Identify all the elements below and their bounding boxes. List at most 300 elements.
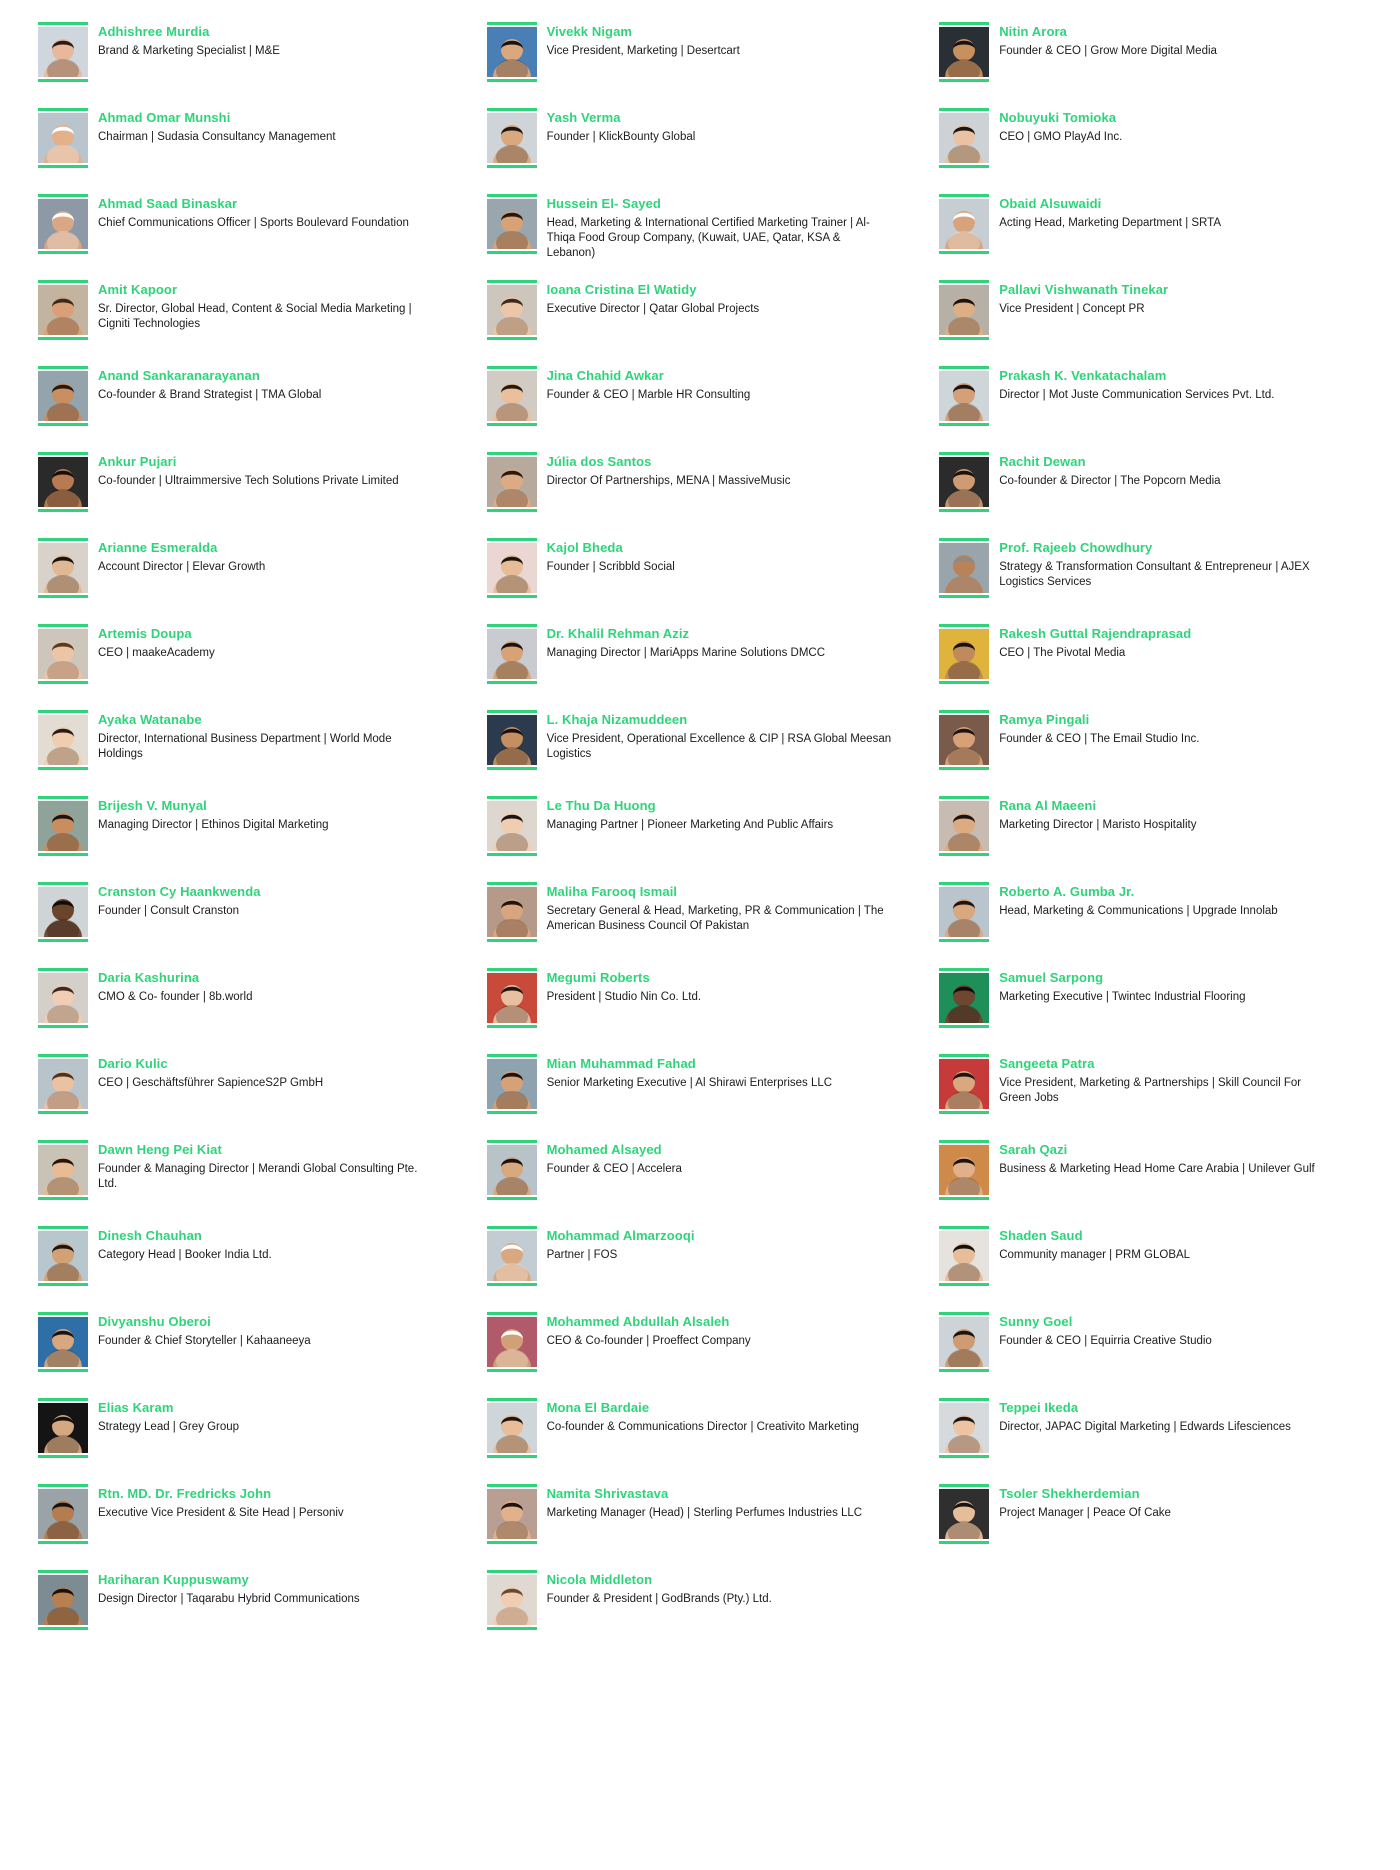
person-card bbox=[487, 280, 924, 348]
person-details bbox=[547, 1484, 924, 1521]
column-2 bbox=[477, 22, 924, 1656]
person-role: CEO | Geschäftsführer SapienceS2P GmbH bbox=[98, 1077, 324, 1089]
person-role: Founder & CEO | Equirria Creative Studio bbox=[999, 1335, 1212, 1347]
avatar-frame bbox=[939, 624, 989, 684]
avatar bbox=[939, 285, 989, 335]
person-role: Co-founder & Communications Director | Creativito Marketing bbox=[546, 1421, 859, 1433]
avatar bbox=[487, 1145, 537, 1195]
person-card bbox=[487, 1398, 924, 1466]
person-card bbox=[939, 194, 1370, 262]
person-role: Category Head | Booker India Ltd. bbox=[98, 1249, 272, 1261]
person-role: Director | Mot Juste Communication Services Pvt. Ltd. bbox=[999, 389, 1275, 401]
avatar-frame bbox=[38, 452, 88, 512]
person-role: Business & Marketing Head Home Care Arabia | Unilever Gulf bbox=[999, 1163, 1315, 1175]
avatar bbox=[939, 1059, 989, 1109]
person-name: Nitin Arora bbox=[999, 24, 1067, 39]
person-role: Founder & CEO | Accelera bbox=[546, 1163, 682, 1175]
avatar-frame bbox=[939, 1484, 989, 1544]
avatar bbox=[38, 1317, 88, 1367]
person-card bbox=[38, 710, 477, 778]
person-name: Júlia dos Santos bbox=[546, 454, 652, 469]
person-card bbox=[38, 194, 477, 262]
avatar-frame bbox=[487, 538, 537, 598]
avatar bbox=[487, 801, 537, 851]
person-role: Vice President, Marketing | Desertcart bbox=[546, 45, 740, 57]
avatar bbox=[939, 113, 989, 163]
person-details bbox=[999, 882, 1370, 919]
avatar-frame bbox=[939, 796, 989, 856]
avatar-frame bbox=[939, 710, 989, 770]
avatar bbox=[38, 1403, 88, 1453]
person-details bbox=[98, 1140, 477, 1192]
avatar bbox=[487, 543, 537, 593]
avatar bbox=[939, 887, 989, 937]
person-card bbox=[487, 108, 924, 176]
person-role: Vice President, Operational Excellence & CIP | RSA Global Meesan Logistics bbox=[546, 733, 892, 760]
avatar-frame bbox=[487, 624, 537, 684]
avatar-frame bbox=[38, 1054, 88, 1114]
person-name: Kajol Bheda bbox=[546, 540, 623, 555]
person-card bbox=[38, 538, 477, 606]
person-details bbox=[999, 1398, 1370, 1435]
person-role: Managing Director | Ethinos Digital Marketing bbox=[98, 819, 329, 831]
avatar-frame bbox=[487, 1226, 537, 1286]
person-role: Community manager | PRM GLOBAL bbox=[999, 1249, 1191, 1261]
person-details bbox=[547, 624, 924, 661]
person-role: Founder | KlickBounty Global bbox=[546, 131, 696, 143]
person-role: Senior Marketing Executive | Al Shirawi Enterprises LLC bbox=[546, 1077, 833, 1089]
person-details bbox=[98, 710, 477, 762]
person-card bbox=[939, 796, 1370, 864]
person-card bbox=[939, 22, 1370, 90]
avatar-frame bbox=[38, 108, 88, 168]
person-card bbox=[38, 1054, 477, 1122]
person-name: Sarah Qazi bbox=[999, 1142, 1068, 1157]
person-card bbox=[487, 796, 924, 864]
person-name: Pallavi Vishwanath Tinekar bbox=[999, 282, 1169, 297]
person-details bbox=[98, 452, 477, 489]
person-role: Marketing Manager (Head) | Sterling Perfumes Industries LLC bbox=[546, 1507, 863, 1519]
person-name: Le Thu Da Huong bbox=[546, 798, 656, 813]
person-role: Vice President | Concept PR bbox=[999, 303, 1145, 315]
person-card bbox=[38, 796, 477, 864]
person-name: Mohammed Abdullah Alsaleh bbox=[546, 1314, 730, 1329]
person-card bbox=[38, 1484, 477, 1552]
avatar-frame bbox=[38, 796, 88, 856]
person-role: Director, JAPAC Digital Marketing | Edwards Lifesciences bbox=[999, 1421, 1291, 1433]
person-name: Daria Kashurina bbox=[98, 970, 200, 985]
person-card bbox=[38, 882, 477, 950]
avatar-frame bbox=[487, 710, 537, 770]
person-details bbox=[547, 710, 924, 762]
avatar-frame bbox=[487, 1312, 537, 1372]
avatar-frame bbox=[487, 280, 537, 340]
person-name: Cranston Cy Haankwenda bbox=[98, 884, 261, 899]
person-role: President | Studio Nin Co. Ltd. bbox=[546, 991, 702, 1003]
person-name: Rachit Dewan bbox=[999, 454, 1086, 469]
person-card bbox=[939, 1226, 1370, 1294]
person-card bbox=[38, 280, 477, 348]
avatar bbox=[487, 1403, 537, 1453]
avatar-frame bbox=[38, 22, 88, 82]
avatar-frame bbox=[38, 366, 88, 426]
avatar bbox=[939, 1231, 989, 1281]
person-role: Director Of Partnerships, MENA | MassiveMusic bbox=[546, 475, 791, 487]
person-role: Managing Director | MariApps Marine Solutions DMCC bbox=[546, 647, 826, 659]
person-name: Roberto A. Gumba Jr. bbox=[999, 884, 1135, 899]
person-details bbox=[547, 22, 924, 59]
avatar-frame bbox=[38, 882, 88, 942]
person-role: Managing Partner | Pioneer Marketing And Public Affairs bbox=[546, 819, 834, 831]
avatar bbox=[38, 1145, 88, 1195]
person-name: Brijesh V. Munyal bbox=[98, 798, 207, 813]
avatar-frame bbox=[487, 22, 537, 82]
person-name: Sangeeta Patra bbox=[999, 1056, 1095, 1071]
avatar bbox=[487, 113, 537, 163]
person-name: Amit Kapoor bbox=[98, 282, 178, 297]
avatar bbox=[38, 457, 88, 507]
avatar-frame bbox=[38, 194, 88, 254]
avatar-frame bbox=[487, 452, 537, 512]
avatar bbox=[38, 1575, 88, 1625]
person-role: Chief Communications Officer | Sports Boulevard Foundation bbox=[98, 217, 409, 229]
person-role: Founder & Chief Storyteller | Kahaaneeya bbox=[98, 1335, 311, 1347]
person-details bbox=[98, 624, 477, 661]
person-details bbox=[98, 882, 477, 919]
person-details bbox=[547, 796, 924, 833]
person-name: Sunny Goel bbox=[999, 1314, 1073, 1329]
person-role: Co-founder & Director | The Popcorn Media bbox=[999, 475, 1221, 487]
person-role: Sr. Director, Global Head, Content & Social Media Marketing | Cigniti Technologies bbox=[98, 303, 412, 330]
person-details bbox=[999, 366, 1370, 403]
person-name: Ayaka Watanabe bbox=[98, 712, 202, 727]
person-card bbox=[38, 1312, 477, 1380]
person-card bbox=[38, 22, 477, 90]
avatar-frame bbox=[939, 366, 989, 426]
person-role: Partner | FOS bbox=[546, 1249, 618, 1261]
avatar bbox=[487, 1231, 537, 1281]
person-card bbox=[939, 108, 1370, 176]
person-details bbox=[999, 1312, 1370, 1349]
avatar bbox=[487, 1575, 537, 1625]
person-name: Nobuyuki Tomioka bbox=[999, 110, 1117, 125]
avatar-frame bbox=[38, 1398, 88, 1458]
avatar-frame bbox=[487, 968, 537, 1028]
person-card bbox=[939, 538, 1370, 606]
person-details bbox=[999, 624, 1370, 661]
person-details bbox=[999, 968, 1370, 1005]
person-card bbox=[487, 624, 924, 692]
person-name: Teppei Ikeda bbox=[999, 1400, 1079, 1415]
person-role: Founder | Consult Cranston bbox=[98, 905, 240, 917]
person-name: Hariharan Kuppuswamy bbox=[98, 1572, 249, 1587]
person-card bbox=[38, 968, 477, 1036]
avatar-frame bbox=[939, 968, 989, 1028]
person-role: Founder & CEO | Grow More Digital Media bbox=[999, 45, 1217, 57]
avatar bbox=[38, 1231, 88, 1281]
person-role: CEO | The Pivotal Media bbox=[999, 647, 1126, 659]
person-name: Divyanshu Oberoi bbox=[98, 1314, 211, 1329]
avatar bbox=[939, 973, 989, 1023]
avatar bbox=[38, 113, 88, 163]
person-card bbox=[487, 1312, 924, 1380]
person-role: CEO & Co-founder | Proeffect Company bbox=[546, 1335, 751, 1347]
avatar-frame bbox=[38, 624, 88, 684]
person-role: CMO & Co- founder | 8b.world bbox=[98, 991, 253, 1003]
person-name: Megumi Roberts bbox=[546, 970, 650, 985]
avatar-frame bbox=[487, 1570, 537, 1630]
person-name: Rana Al Maeeni bbox=[999, 798, 1097, 813]
person-role: Executive Vice President & Site Head | Personiv bbox=[98, 1507, 344, 1519]
avatar bbox=[487, 199, 537, 249]
person-role: Acting Head, Marketing Department | SRTA bbox=[999, 217, 1221, 229]
avatar-frame bbox=[38, 710, 88, 770]
avatar-frame bbox=[939, 538, 989, 598]
person-details bbox=[999, 1054, 1370, 1106]
person-name: Vivekk Nigam bbox=[546, 24, 633, 39]
person-card bbox=[38, 1570, 477, 1638]
avatar bbox=[38, 199, 88, 249]
person-card bbox=[487, 194, 924, 262]
avatar bbox=[939, 27, 989, 77]
avatar-frame bbox=[939, 1226, 989, 1286]
person-card bbox=[487, 1570, 924, 1638]
person-card bbox=[487, 452, 924, 520]
person-card bbox=[487, 538, 924, 606]
person-details bbox=[547, 1312, 924, 1349]
avatar-frame bbox=[38, 538, 88, 598]
avatar bbox=[939, 457, 989, 507]
person-details bbox=[98, 366, 477, 403]
avatar bbox=[38, 285, 88, 335]
person-card bbox=[487, 22, 924, 90]
person-card bbox=[487, 968, 924, 1036]
avatar bbox=[487, 1317, 537, 1367]
person-role: CEO | GMO PlayAd Inc. bbox=[999, 131, 1123, 143]
person-card bbox=[939, 1484, 1370, 1552]
avatar bbox=[939, 199, 989, 249]
avatar bbox=[38, 801, 88, 851]
person-name: L. Khaja Nizamuddeen bbox=[546, 712, 688, 727]
person-role: Strategy Lead | Grey Group bbox=[98, 1421, 240, 1433]
person-details bbox=[999, 1484, 1370, 1521]
person-card bbox=[38, 366, 477, 434]
person-details bbox=[547, 280, 924, 317]
person-card bbox=[38, 1226, 477, 1294]
person-card bbox=[939, 968, 1370, 1036]
avatar-frame bbox=[487, 108, 537, 168]
person-card bbox=[487, 710, 924, 778]
person-details bbox=[98, 1484, 477, 1521]
person-role: Strategy & Transformation Consultant & Entrepreneur | AJEX Logistics Services bbox=[999, 561, 1310, 588]
person-role: Co-founder | Ultraimmersive Tech Solutions Private Limited bbox=[98, 475, 399, 487]
person-card bbox=[487, 1484, 924, 1552]
avatar bbox=[939, 371, 989, 421]
person-name: Ahmad Saad Binaskar bbox=[98, 196, 238, 211]
avatar bbox=[38, 1489, 88, 1539]
person-role: Brand & Marketing Specialist | M&E bbox=[98, 45, 280, 57]
avatar bbox=[38, 715, 88, 765]
person-card bbox=[487, 1140, 924, 1208]
person-role: Founder & Managing Director | Merandi Global Consulting Pte. Ltd. bbox=[98, 1163, 418, 1190]
avatar bbox=[939, 1317, 989, 1367]
person-role: Founder & CEO | Marble HR Consulting bbox=[546, 389, 751, 401]
avatar-frame bbox=[38, 1226, 88, 1286]
person-name: Anand Sankaranarayanan bbox=[98, 368, 260, 383]
person-name: Elias Karam bbox=[98, 1400, 174, 1415]
person-details bbox=[547, 1398, 924, 1435]
person-details bbox=[999, 710, 1370, 747]
person-details bbox=[98, 1054, 477, 1091]
person-card bbox=[38, 624, 477, 692]
columns-container bbox=[30, 22, 1370, 1656]
person-name: Dinesh Chauhan bbox=[98, 1228, 202, 1243]
person-card bbox=[939, 710, 1370, 778]
person-details bbox=[999, 452, 1370, 489]
avatar-frame bbox=[939, 1398, 989, 1458]
person-details bbox=[547, 538, 924, 575]
person-details bbox=[547, 1570, 924, 1607]
person-name: Prof. Rajeeb Chowdhury bbox=[999, 540, 1153, 555]
person-details bbox=[98, 796, 477, 833]
avatar bbox=[487, 457, 537, 507]
person-card bbox=[939, 1054, 1370, 1122]
avatar bbox=[38, 629, 88, 679]
avatar-frame bbox=[487, 194, 537, 254]
avatar-frame bbox=[939, 452, 989, 512]
person-role: Secretary General & Head, Marketing, PR & Communication | The American Business Council Of Pakistan bbox=[546, 905, 884, 932]
avatar-frame bbox=[487, 366, 537, 426]
avatar bbox=[939, 629, 989, 679]
avatar bbox=[38, 27, 88, 77]
person-details bbox=[98, 108, 477, 145]
avatar bbox=[939, 1145, 989, 1195]
person-details bbox=[547, 366, 924, 403]
person-name: Rakesh Guttal Rajendraprasad bbox=[999, 626, 1192, 641]
person-details bbox=[547, 452, 924, 489]
person-card bbox=[487, 1054, 924, 1122]
person-role: Marketing Executive | Twintec Industrial Flooring bbox=[999, 991, 1246, 1003]
person-name: Dawn Heng Pei Kiat bbox=[98, 1142, 222, 1157]
person-card bbox=[939, 624, 1370, 692]
person-details bbox=[98, 280, 477, 332]
person-details bbox=[98, 968, 477, 1005]
person-name: Mian Muhammad Fahad bbox=[546, 1056, 696, 1071]
avatar bbox=[38, 371, 88, 421]
person-name: Namita Shrivastava bbox=[546, 1486, 669, 1501]
person-name: Dr. Khalil Rehman Aziz bbox=[546, 626, 690, 641]
avatar-frame bbox=[38, 1312, 88, 1372]
person-role: Founder | Scribbld Social bbox=[546, 561, 675, 573]
person-card bbox=[939, 366, 1370, 434]
person-card bbox=[487, 366, 924, 434]
avatar bbox=[38, 973, 88, 1023]
person-details bbox=[999, 22, 1370, 59]
person-card bbox=[38, 108, 477, 176]
person-name: Ankur Pujari bbox=[98, 454, 177, 469]
person-details bbox=[98, 194, 477, 231]
person-role: Founder & CEO | The Email Studio Inc. bbox=[999, 733, 1200, 745]
person-details bbox=[547, 1226, 924, 1263]
avatar bbox=[487, 1489, 537, 1539]
avatar bbox=[38, 1059, 88, 1109]
person-role: Executive Director | Qatar Global Projects bbox=[546, 303, 760, 315]
avatar bbox=[487, 629, 537, 679]
avatar-frame bbox=[939, 108, 989, 168]
avatar-frame bbox=[487, 1484, 537, 1544]
person-name: Mohamed Alsayed bbox=[546, 1142, 662, 1157]
person-card bbox=[38, 1398, 477, 1466]
avatar-frame bbox=[38, 1484, 88, 1544]
person-details bbox=[999, 194, 1370, 231]
person-name: Hussein El- Sayed bbox=[546, 196, 661, 211]
avatar-frame bbox=[939, 22, 989, 82]
person-card bbox=[38, 452, 477, 520]
person-details bbox=[547, 968, 924, 1005]
person-name: Dario Kulic bbox=[98, 1056, 168, 1071]
person-details bbox=[547, 194, 924, 261]
avatar-frame bbox=[487, 796, 537, 856]
person-name: Tsoler Shekherdemian bbox=[999, 1486, 1140, 1501]
avatar-frame bbox=[38, 1570, 88, 1630]
person-role: Head, Marketing & Communications | Upgrade Innolab bbox=[999, 905, 1278, 917]
avatar-frame bbox=[487, 1054, 537, 1114]
person-role: Project Manager | Peace Of Cake bbox=[999, 1507, 1171, 1519]
avatar bbox=[939, 1403, 989, 1453]
person-name: Mona El Bardaie bbox=[546, 1400, 650, 1415]
person-details bbox=[547, 108, 924, 145]
person-details bbox=[999, 538, 1370, 590]
person-name: Rtn. MD. Dr. Fredricks John bbox=[98, 1486, 272, 1501]
avatar bbox=[939, 1489, 989, 1539]
avatar-frame bbox=[939, 882, 989, 942]
column-1 bbox=[30, 22, 477, 1656]
avatar-frame bbox=[487, 1140, 537, 1200]
person-name: Shaden Saud bbox=[999, 1228, 1083, 1243]
person-details bbox=[98, 538, 477, 575]
avatar-frame bbox=[487, 882, 537, 942]
avatar bbox=[487, 1059, 537, 1109]
person-details bbox=[98, 1398, 477, 1435]
person-name: Nicola Middleton bbox=[546, 1572, 653, 1587]
person-role: CEO | maakeAcademy bbox=[98, 647, 215, 659]
person-details bbox=[98, 22, 477, 59]
person-name: Jina Chahid Awkar bbox=[546, 368, 664, 383]
person-name: Ramya Pingali bbox=[999, 712, 1090, 727]
avatar-frame bbox=[38, 280, 88, 340]
person-role: Head, Marketing & International Certified Marketing Trainer | Al-Thiqa Food Group Company, (Kuwait, UAE, Qatar, KSA & Lebanon) bbox=[546, 217, 870, 259]
person-card bbox=[939, 280, 1370, 348]
avatar bbox=[939, 801, 989, 851]
person-details bbox=[98, 1226, 477, 1263]
avatar bbox=[487, 285, 537, 335]
person-card bbox=[939, 1398, 1370, 1466]
person-details bbox=[98, 1312, 477, 1349]
person-details bbox=[999, 108, 1370, 145]
person-card bbox=[939, 1140, 1370, 1208]
person-details bbox=[547, 1054, 924, 1091]
avatar bbox=[939, 715, 989, 765]
person-details bbox=[999, 796, 1370, 833]
avatar bbox=[487, 27, 537, 77]
person-details bbox=[98, 1570, 477, 1607]
person-details bbox=[547, 882, 924, 934]
person-role: Co-founder & Brand Strategist | TMA Global bbox=[98, 389, 322, 401]
person-card bbox=[939, 1312, 1370, 1380]
person-card bbox=[939, 882, 1370, 950]
avatar-frame bbox=[939, 1054, 989, 1114]
person-role: Director, International Business Department | World Mode Holdings bbox=[98, 733, 392, 760]
